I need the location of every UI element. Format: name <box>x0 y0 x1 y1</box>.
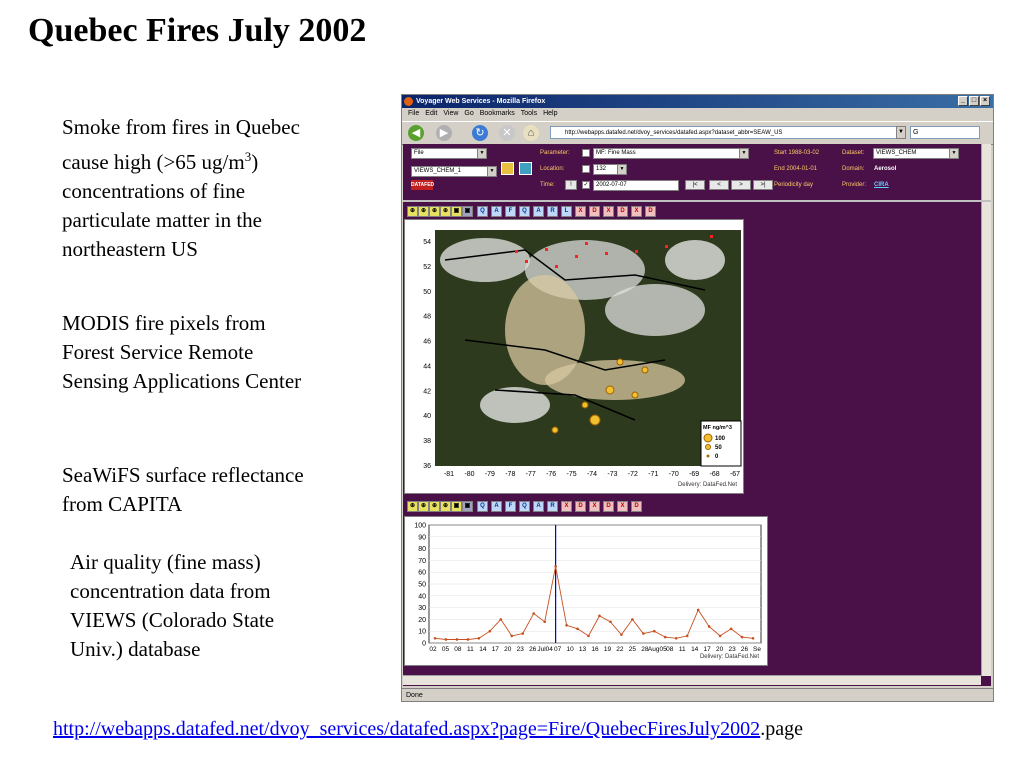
chart-tool-5-button[interactable]: R <box>547 501 558 512</box>
data-point <box>434 637 437 640</box>
web-content <box>403 144 991 686</box>
data-point <box>499 618 502 621</box>
provider-link[interactable]: CIRA <box>874 182 889 188</box>
map-tool-0-button[interactable]: Q <box>477 206 488 217</box>
paragraph-seawifs: SeaWiFS surface reflectance from CAPITA <box>62 463 304 516</box>
data-point <box>576 628 579 631</box>
location-select-value: 132 <box>596 166 607 172</box>
paragraph-views: Air quality (fine mass) concentration data from VIEWS (Colorado State Univ.) database <box>70 550 275 661</box>
x-tick-label: 05 <box>441 646 450 653</box>
paragraph-modis: MODIS fire pixels from Forest Service Remote Sensing Applications Center <box>62 311 302 393</box>
time-label: Time: <box>540 182 555 188</box>
map-y-tick: 40 <box>423 413 431 421</box>
data-point <box>489 630 492 633</box>
pm-site-marker <box>642 367 648 373</box>
data-point <box>620 633 623 636</box>
x-tick-label: 08 <box>454 646 462 653</box>
location-label: Location: <box>540 166 565 172</box>
map-y-tick: 44 <box>423 363 431 371</box>
superscript: 3 <box>244 149 252 164</box>
x-tick-label: 17 <box>491 646 499 653</box>
chart-toolbar <box>407 501 707 513</box>
navigation-toolbar <box>402 121 993 145</box>
map-y-tick: 50 <box>423 288 431 296</box>
map-x-tick: -67 <box>729 471 741 478</box>
time-series-panel <box>404 516 768 666</box>
chart-tool-11-button[interactable]: D <box>631 501 642 512</box>
save-icon[interactable]: ▣ <box>451 501 462 512</box>
x-tick-label: 08 <box>666 646 674 653</box>
domain-value: Aerosol <box>874 166 897 172</box>
legend-marker <box>704 434 712 442</box>
menu-help[interactable]: Help <box>543 110 558 117</box>
legend-label: 100 <box>715 436 726 442</box>
data-point <box>741 636 744 639</box>
chart-tool-4-button[interactable]: A <box>533 501 544 512</box>
data-point <box>653 630 656 633</box>
home-icon[interactable]: ⌂ <box>523 125 539 141</box>
map-tool-8-button[interactable]: D <box>589 206 600 217</box>
chart-credit: Delivery: DataFed.Net <box>699 654 759 660</box>
print-icon[interactable]: ▣ <box>462 206 473 217</box>
pm-site-marker <box>552 427 558 433</box>
map-x-tick: -72 <box>627 471 638 478</box>
address-dropdown-icon[interactable]: ▼ <box>896 126 906 139</box>
zoom-in-icon[interactable]: ⊕ <box>418 206 429 217</box>
zoom-fit-icon[interactable]: ⊕ <box>440 206 451 217</box>
data-point <box>719 635 722 638</box>
dataset-value-select[interactable] <box>873 148 959 159</box>
x-tick-label: 26 <box>529 646 537 653</box>
paragraph-smoke-text-after: ) concentrations of fine particulate matter in the northeastern US <box>62 150 262 261</box>
data-point <box>554 565 557 568</box>
data-point <box>675 637 678 640</box>
map-x-tick: -73 <box>607 471 618 478</box>
data-point <box>467 638 470 641</box>
chart-tool-3-button[interactable]: Q <box>519 501 530 512</box>
map-tool-3-button[interactable]: Q <box>519 206 530 217</box>
data-point <box>587 635 590 638</box>
data-point <box>664 636 667 639</box>
fire-pixel <box>585 242 588 245</box>
data-point <box>598 615 601 618</box>
domain-label: Domain: <box>842 166 865 172</box>
chevron-down-icon: ▼ <box>487 167 496 176</box>
zoom-in-icon[interactable]: ⊕ <box>418 501 429 512</box>
file-select-value: File <box>414 150 424 156</box>
legend-title: MF ng/m^3 <box>703 425 732 431</box>
horizontal-scrollbar[interactable] <box>403 675 981 685</box>
cloud-region <box>605 284 705 336</box>
x-tick-label: 23 <box>516 646 524 653</box>
pm-site-marker <box>632 392 638 398</box>
map-tool-6-button[interactable]: L <box>561 206 572 217</box>
y-tick-label: 50 <box>418 581 426 589</box>
chart-tool-2-button[interactable]: F <box>505 501 516 512</box>
source-link[interactable]: http://webapps.datafed.net/dvoy_services/datafed.aspx?page=Fire/QuebecFiresJuly2002 <box>53 718 761 740</box>
fire-map[interactable] <box>405 220 743 493</box>
reload-icon[interactable]: ↻ <box>472 125 488 141</box>
map-x-tick: -68 <box>709 471 720 478</box>
provider-label: Provider: <box>842 182 867 188</box>
y-tick-label: 10 <box>418 628 426 636</box>
menu-view[interactable]: View <box>443 110 459 117</box>
paragraph-smoke-text-before: Smoke from fires in Quebec cause high (>65 ug/m <box>62 115 300 174</box>
pm-site-marker <box>617 359 623 365</box>
pm-site-marker <box>606 386 614 394</box>
parameter-label: Parameter: <box>540 150 570 156</box>
content-scrollbar[interactable] <box>981 202 991 676</box>
data-point <box>609 620 612 623</box>
fire-pixel <box>515 250 518 253</box>
y-tick-label: 70 <box>418 557 426 565</box>
map-x-tick: -81 <box>443 471 455 478</box>
step-back-button[interactable]: ! <box>565 180 577 190</box>
status-bar <box>402 688 993 702</box>
data-point <box>686 635 689 638</box>
map-x-tick: -77 <box>525 471 536 478</box>
chevron-down-icon: ▼ <box>617 165 626 174</box>
zoom-out-icon[interactable]: ⊕ <box>429 501 440 512</box>
legend-marker <box>707 455 709 457</box>
y-tick-label: 60 <box>418 569 426 577</box>
data-point <box>478 637 481 640</box>
browser-window <box>401 94 994 702</box>
data-point <box>521 632 524 635</box>
chart-tool-9-button[interactable]: D <box>603 501 614 512</box>
dataset-value-text: VIEWS_CHEM <box>876 150 917 156</box>
time-series-chart[interactable] <box>405 517 767 665</box>
x-tick-label: Jul04 <box>537 646 553 653</box>
datafed-logo: DATAFED <box>411 182 435 188</box>
map-tool-2-button[interactable]: F <box>505 206 516 217</box>
map-x-tick: -69 <box>689 471 700 478</box>
fire-pixel <box>525 260 528 263</box>
file-select[interactable] <box>411 148 487 159</box>
map-tool-10-button[interactable]: D <box>617 206 628 217</box>
fire-pixel <box>665 245 668 248</box>
stop-icon[interactable]: ✕ <box>499 125 515 141</box>
map-x-tick: -80 <box>464 471 475 478</box>
data-point <box>456 638 459 641</box>
x-tick-label: Se <box>753 646 761 653</box>
x-tick-label: 16 <box>591 646 599 653</box>
first-button[interactable]: |< <box>685 180 705 190</box>
pm-site-marker <box>590 415 600 425</box>
chart-tool-7-button[interactable]: D <box>575 501 586 512</box>
y-tick-label: 80 <box>418 546 426 554</box>
y-tick-label: 30 <box>418 605 426 613</box>
globe-icon[interactable] <box>519 162 532 175</box>
map-legend <box>701 421 741 466</box>
map-tool-12-button[interactable]: D <box>645 206 656 217</box>
menu-go[interactable]: Go <box>464 110 474 117</box>
menu-bar <box>402 108 993 120</box>
map-panel <box>404 219 744 494</box>
map-y-tick: 52 <box>423 263 431 271</box>
map-credit: Delivery: DataFed.Net <box>677 482 737 488</box>
data-point <box>752 637 755 640</box>
firefox-icon <box>404 97 413 106</box>
map-y-tick: 42 <box>423 388 431 396</box>
map-y-tick: 54 <box>423 239 431 246</box>
pm-site-marker <box>582 402 588 408</box>
x-tick-label: 28 <box>641 646 649 653</box>
map-x-tick: -74 <box>586 471 598 478</box>
chevron-down-icon: ▼ <box>739 149 748 158</box>
data-point <box>697 609 700 612</box>
x-tick-label: 23 <box>728 646 736 653</box>
x-tick-label: 14 <box>479 646 487 653</box>
last-button[interactable]: >| <box>753 180 773 190</box>
map-tool-5-button[interactable]: R <box>547 206 558 217</box>
y-tick-label: 0 <box>422 640 426 648</box>
menu-bookmarks[interactable]: Bookmarks <box>479 110 515 117</box>
prev-button[interactable]: < <box>709 180 729 190</box>
legend-label: 0 <box>715 454 719 460</box>
legend-label: 50 <box>715 445 722 451</box>
cloud-region <box>665 240 725 280</box>
map-tool-9-button[interactable]: X <box>603 206 614 217</box>
chart-tool-6-button[interactable]: X <box>561 501 572 512</box>
maximize-button[interactable]: □ <box>969 96 979 106</box>
chart-tool-0-button[interactable]: Q <box>477 501 488 512</box>
data-point <box>631 618 634 621</box>
y-tick-label: 100 <box>414 522 426 530</box>
chevron-down-icon: ▼ <box>477 149 486 158</box>
x-tick-label: 20 <box>715 646 724 653</box>
next-button[interactable]: > <box>731 180 751 190</box>
minimize-button[interactable]: _ <box>958 96 968 106</box>
zoom-fit-icon[interactable]: ⊕ <box>440 501 451 512</box>
fire-pixel <box>710 235 713 238</box>
chart-tool-1-button[interactable]: A <box>491 501 502 512</box>
map-x-tick: -75 <box>566 471 577 478</box>
x-tick-label: 20 <box>504 646 512 653</box>
x-tick-label: 19 <box>603 646 612 653</box>
data-point <box>532 612 535 615</box>
y-tick-label: 40 <box>418 593 426 601</box>
zoom-box-icon[interactable]: ⊕ <box>407 501 418 512</box>
x-tick-label: 22 <box>616 646 624 653</box>
list-icon[interactable] <box>501 162 514 175</box>
x-tick-label: 11 <box>678 646 686 653</box>
parameter-checkbox[interactable] <box>582 149 590 157</box>
print-icon[interactable]: ▣ <box>462 501 473 512</box>
time-checkbox[interactable]: ✓ <box>583 182 589 188</box>
menu-file[interactable]: File <box>408 110 420 117</box>
map-x-tick: -70 <box>668 471 679 478</box>
x-tick-label: 14 <box>691 646 699 653</box>
data-point <box>642 632 645 635</box>
x-tick-label: 13 <box>578 646 587 653</box>
end-date-label: End 2004-01-01 <box>774 166 818 172</box>
start-date-label: Start 1988-03-02 <box>774 150 820 156</box>
map-y-tick: 38 <box>423 438 431 446</box>
map-y-tick: 46 <box>423 338 431 346</box>
data-point <box>730 628 733 631</box>
frame-divider <box>403 200 991 202</box>
data-point <box>510 635 513 638</box>
map-x-tick: -71 <box>648 471 659 478</box>
cloud-region <box>440 238 530 282</box>
parameter-select[interactable] <box>593 148 749 159</box>
chevron-down-icon: ▼ <box>949 149 958 158</box>
map-tool-7-button[interactable]: X <box>575 206 586 217</box>
x-tick-label: 10 <box>566 646 574 653</box>
map-tool-11-button[interactable]: X <box>631 206 642 217</box>
browser-titlebar <box>402 95 993 108</box>
x-tick-label: 17 <box>703 646 711 653</box>
fire-pixel <box>605 252 608 255</box>
y-tick-label: 20 <box>418 616 426 624</box>
dataset-select-value: VIEWS_CHEM_1 <box>414 168 462 174</box>
search-box[interactable]: G <box>910 126 980 139</box>
menu-tools[interactable]: Tools <box>520 110 538 117</box>
fire-pixel <box>635 250 638 253</box>
fire-pixel <box>555 265 558 268</box>
time-input[interactable]: 2002-07-07 <box>593 180 679 191</box>
location-select[interactable] <box>593 164 627 175</box>
paragraph-smoke <box>62 113 332 264</box>
x-tick-label: 07 <box>553 646 562 653</box>
dataset-select[interactable] <box>411 166 497 177</box>
x-tick-label: 11 <box>467 646 474 653</box>
save-icon[interactable]: ▣ <box>451 206 462 217</box>
address-bar[interactable]: http://webapps.datafed.net/dvoy_services/datafed.aspx?dataset_abbr=SEAW_US <box>550 126 906 139</box>
chart-tool-8-button[interactable]: X <box>589 501 600 512</box>
x-tick-label: Aug05 <box>647 646 667 653</box>
panel-scrollbar[interactable] <box>981 144 991 200</box>
map-toolbar <box>407 206 707 218</box>
map-x-tick: -79 <box>484 471 495 478</box>
control-panel <box>403 144 981 200</box>
zoom-box-icon[interactable]: ⊕ <box>407 206 418 217</box>
menu-edit[interactable]: Edit <box>425 110 438 117</box>
status-text: Done <box>406 692 423 699</box>
data-point <box>565 624 568 627</box>
x-tick-label: 02 <box>429 646 437 653</box>
map-x-tick: -78 <box>505 471 516 478</box>
data-point <box>708 625 711 628</box>
map-tool-1-button[interactable]: A <box>491 206 502 217</box>
map-tool-4-button[interactable]: A <box>533 206 544 217</box>
fire-pixel <box>545 248 548 251</box>
browser-title: Voyager Web Services - Mozilla Firefox <box>416 98 546 105</box>
fire-pixel <box>575 255 578 258</box>
y-tick-label: 90 <box>418 534 426 542</box>
zoom-out-icon[interactable]: ⊕ <box>429 206 440 217</box>
source-link-row <box>53 718 803 741</box>
slide-title: Quebec Fires July 2002 <box>28 12 367 49</box>
map-y-tick: 48 <box>423 313 431 321</box>
close-button[interactable]: × <box>980 96 990 106</box>
data-point <box>543 620 546 623</box>
source-link-suffix: .page <box>760 718 803 740</box>
data-point <box>445 638 448 641</box>
dataset-label: Dataset: <box>842 150 865 156</box>
parameter-select-value: MF: Fine Mass <box>596 150 636 156</box>
back-arrow-icon[interactable]: ◀ <box>408 125 424 141</box>
forward-arrow-icon[interactable]: ▶ <box>436 125 452 141</box>
location-checkbox[interactable] <box>582 165 590 173</box>
periodicity-label: Periodicity day <box>774 182 814 188</box>
chart-tool-10-button[interactable]: X <box>617 501 628 512</box>
x-tick-label: 25 <box>628 646 637 653</box>
legend-marker <box>706 445 711 450</box>
map-y-tick: 36 <box>423 463 431 470</box>
x-tick-label: 26 <box>740 646 749 653</box>
map-x-tick: -76 <box>546 471 557 478</box>
